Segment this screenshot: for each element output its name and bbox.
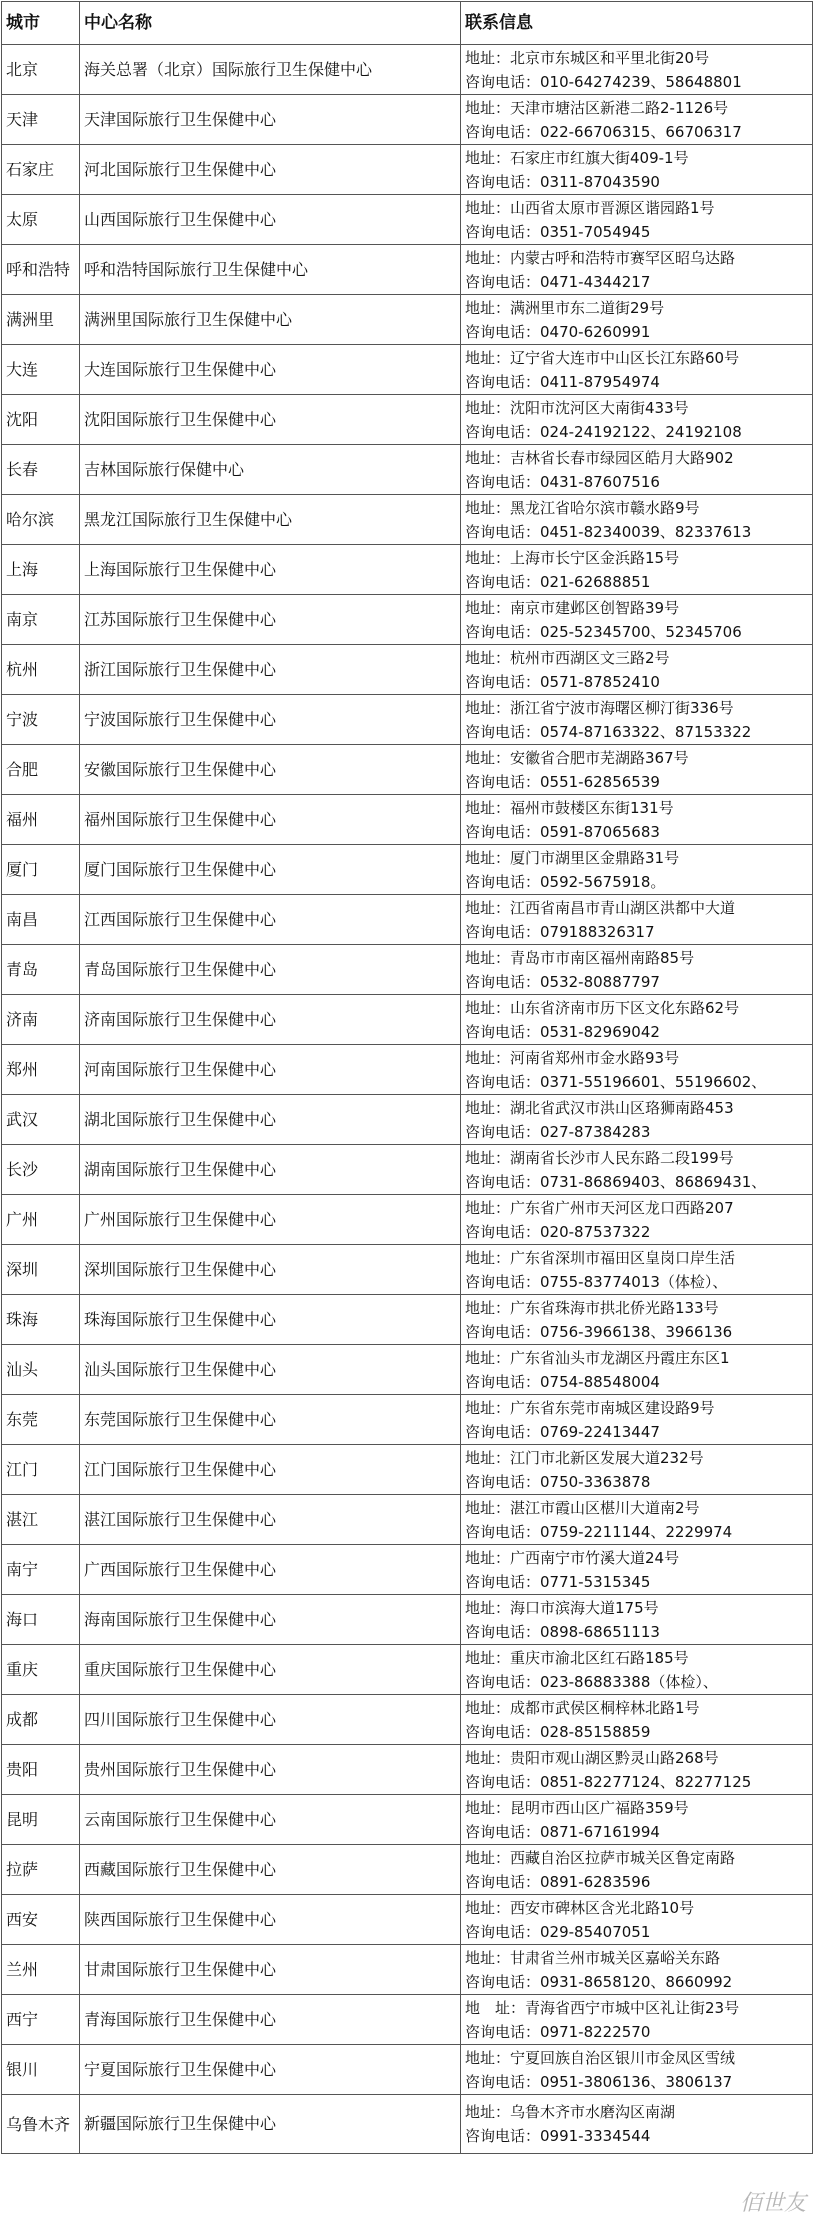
city-cell: 沈阳 [2,395,80,445]
table-row [2,1145,813,1195]
contact-info-cell [461,1845,813,1895]
table-row [2,695,813,745]
phone-text: 咨询电话：0971-8222570 [465,2022,651,2041]
address-text: 地址：湖北省武汉市洪山区珞狮南路453 [465,1098,734,1117]
header-contact-info: 联系信息 [461,2,813,45]
contact-info-cell [461,1195,813,1245]
center-name-cell: 河南国际旅行卫生保健中心 [80,1045,461,1095]
address-text: 地址：北京市东城区和平里北街20号 [465,48,710,67]
contact-info-cell [461,2095,813,2154]
city-cell: 湛江 [2,1495,80,1545]
table-row [2,1595,813,1645]
center-name-cell: 湖南国际旅行卫生保健中心 [80,1145,461,1195]
city-cell: 青岛 [2,945,80,995]
contact-info-cell [461,1245,813,1295]
phone-text: 咨询电话：029-85407051 [465,1922,651,1941]
address-text: 地址：山东省济南市历下区文化东路62号 [465,998,740,1017]
city-cell: 呼和浩特 [2,245,80,295]
phone-text: 咨询电话：0471-4344217 [465,272,651,291]
center-name-cell: 满洲里国际旅行卫生保健中心 [80,295,461,345]
city-cell: 汕头 [2,1345,80,1395]
city-cell: 西安 [2,1895,80,1945]
phone-text: 咨询电话：020-87537322 [465,1222,651,1241]
center-name-cell: 山西国际旅行卫生保健中心 [80,195,461,245]
contact-info-cell [461,1295,813,1345]
contact-info-cell [461,295,813,345]
phone-text: 咨询电话：0571-87852410 [465,672,660,691]
city-cell: 杭州 [2,645,80,695]
center-name-cell: 黑龙江国际旅行卫生保健中心 [80,495,461,545]
contact-info-cell [461,545,813,595]
center-name-cell: 上海国际旅行卫生保健中心 [80,545,461,595]
table-row [2,1195,813,1245]
address-text: 地址：南京市建邺区创智路39号 [465,598,680,617]
center-name-cell: 广州国际旅行卫生保健中心 [80,1195,461,1245]
phone-text: 咨询电话：0898-68651113 [465,1622,660,1641]
contact-info-cell [461,1995,813,2045]
city-cell: 昆明 [2,1795,80,1845]
table-row [2,1845,813,1895]
center-name-cell: 东莞国际旅行卫生保健中心 [80,1395,461,1445]
center-name-cell: 珠海国际旅行卫生保健中心 [80,1295,461,1345]
phone-text: 咨询电话：0591-87065683 [465,822,660,841]
city-cell: 南宁 [2,1545,80,1595]
address-text: 地址：内蒙古呼和浩特市赛罕区昭乌达路 [465,248,736,267]
contact-info-cell [461,645,813,695]
center-name-cell: 呼和浩特国际旅行卫生保健中心 [80,245,461,295]
phone-text: 咨询电话：0755-83774013（体检）、 [465,1272,728,1291]
phone-text: 咨询电话：028-85158859 [465,1722,651,1741]
city-cell: 珠海 [2,1295,80,1345]
table-row [2,645,813,695]
table-row [2,445,813,495]
city-cell: 江门 [2,1445,80,1495]
phone-text: 咨询电话：0754-88548004 [465,1372,660,1391]
address-text: 地址：海口市滨海大道175号 [465,1598,659,1617]
table-row [2,1345,813,1395]
contact-info-cell [461,945,813,995]
city-cell: 东莞 [2,1395,80,1445]
contact-info-cell [461,2045,813,2095]
phone-text: 咨询电话：022-66706315、66706317 [465,122,742,141]
phone-text: 咨询电话：0551-62856539 [465,772,660,791]
city-cell: 长春 [2,445,80,495]
center-name-cell: 深圳国际旅行卫生保健中心 [80,1245,461,1295]
contact-info-cell [461,1745,813,1795]
contact-info-cell [461,495,813,545]
address-text: 地址：杭州市西湖区文三路2号 [465,648,670,667]
table-row [2,545,813,595]
phone-text: 咨询电话：0931-8658120、8660992 [465,1972,733,1991]
phone-text: 咨询电话：0731-86869403、86869431、 [465,1172,767,1191]
contact-info-cell [461,1695,813,1745]
address-text: 地址：广西南宁市竹溪大道24号 [465,1548,680,1567]
address-text: 地址：广东省东莞市南城区建设路9号 [465,1398,715,1417]
contact-info-cell [461,445,813,495]
phone-text: 咨询电话：0759-2211144、2229974 [465,1522,733,1541]
city-cell: 南京 [2,595,80,645]
center-name-cell: 重庆国际旅行卫生保健中心 [80,1645,461,1695]
table-row [2,295,813,345]
health-center-table [1,1,813,2154]
center-name-cell: 陕西国际旅行卫生保健中心 [80,1895,461,1945]
table-row [2,1995,813,2045]
phone-text: 咨询电话：0991-3334544 [465,2127,651,2145]
table-row [2,1295,813,1345]
address-text: 地址：江西省南昌市青山湖区洪都中大道 [465,898,736,917]
phone-text: 咨询电话：025-52345700、52345706 [465,622,742,641]
city-cell: 重庆 [2,1645,80,1695]
address-text: 地址：浙江省宁波市海曙区柳汀街336号 [465,698,734,717]
address-text: 地址：安徽省合肥市芜湖路367号 [465,748,689,767]
table-row [2,1695,813,1745]
table-row [2,2095,813,2154]
table-row [2,945,813,995]
center-name-cell: 安徽国际旅行卫生保健中心 [80,745,461,795]
contact-info-cell [461,1595,813,1645]
center-name-cell: 湖北国际旅行卫生保健中心 [80,1095,461,1145]
header-city: 城市 [2,2,80,45]
contact-info-cell [461,1945,813,1995]
table-row [2,95,813,145]
table-header-row [2,2,813,45]
phone-text: 咨询电话：0750-3363878 [465,1472,651,1491]
table-row [2,1045,813,1095]
center-name-cell: 厦门国际旅行卫生保健中心 [80,845,461,895]
city-cell: 济南 [2,995,80,1045]
city-cell: 拉萨 [2,1845,80,1895]
center-name-cell: 江西国际旅行卫生保健中心 [80,895,461,945]
city-cell: 福州 [2,795,80,845]
table-row [2,1245,813,1295]
phone-text: 咨询电话：0771-5315345 [465,1572,651,1591]
city-cell: 兰州 [2,1945,80,1995]
address-text: 地址：山西省太原市晋源区谐园路1号 [465,198,715,217]
address-text: 地址：湛江市霞山区椹川大道南2号 [465,1498,700,1517]
contact-info-cell [461,695,813,745]
city-cell: 合肥 [2,745,80,795]
table-row [2,795,813,845]
center-name-cell: 沈阳国际旅行卫生保健中心 [80,395,461,445]
address-text: 地址：满洲里市东二道街29号 [465,298,665,317]
center-name-cell: 浙江国际旅行卫生保健中心 [80,645,461,695]
city-cell: 天津 [2,95,80,145]
center-name-cell: 湛江国际旅行卫生保健中心 [80,1495,461,1545]
table-row [2,1895,813,1945]
center-name-cell: 青海国际旅行卫生保健中心 [80,1995,461,2045]
phone-text: 咨询电话：0532-80887797 [465,972,660,991]
contact-info-cell [461,1645,813,1695]
address-text: 地址：河南省郑州市金水路93号 [465,1048,680,1067]
address-text: 地址：广东省汕头市龙湖区丹霞庄东区1 [465,1348,730,1367]
phone-text: 咨询电话：0371-55196601、55196602、 [465,1072,767,1091]
contact-info-cell [461,1095,813,1145]
address-text: 地址：青岛市市南区福州南路85号 [465,948,695,967]
city-cell: 太原 [2,195,80,245]
center-name-cell: 江苏国际旅行卫生保健中心 [80,595,461,645]
city-cell: 银川 [2,2045,80,2095]
city-cell: 南昌 [2,895,80,945]
contact-info-cell [461,745,813,795]
contact-info-cell [461,345,813,395]
table-row [2,1745,813,1795]
center-name-cell: 青岛国际旅行卫生保健中心 [80,945,461,995]
address-text: 地址：昆明市西山区广福路359号 [465,1798,689,1817]
phone-text: 咨询电话：021-62688851 [465,572,651,591]
phone-text: 咨询电话：0851-82277124、82277125 [465,1772,752,1791]
phone-text: 咨询电话：0351-7054945 [465,222,651,241]
table-row [2,45,813,95]
table-row [2,495,813,545]
address-text: 地址：重庆市渝北区红石路185号 [465,1648,689,1667]
address-text: 地址：福州市鼓楼区东街131号 [465,798,674,817]
center-name-cell: 大连国际旅行卫生保健中心 [80,345,461,395]
phone-text: 咨询电话：0871-67161994 [465,1822,660,1841]
contact-info-cell [461,995,813,1045]
city-cell: 厦门 [2,845,80,895]
address-text: 地址：吉林省长春市绿园区皓月大路902 [465,448,734,467]
center-name-cell: 福州国际旅行卫生保健中心 [80,795,461,845]
city-cell: 乌鲁木齐 [2,2095,80,2154]
phone-text: 咨询电话：079188326317 [465,922,655,941]
address-text: 地址：广东省深圳市福田区皇岗口岸生活 [465,1248,736,1267]
address-text: 地址：乌鲁木齐市水磨沟区南湖 [465,2103,676,2121]
contact-info-cell [461,1395,813,1445]
center-name-cell: 吉林国际旅行保健中心 [80,445,461,495]
phone-text: 咨询电话：0451-82340039、82337613 [465,522,752,541]
contact-info-cell [461,1045,813,1095]
table-row [2,1545,813,1595]
center-name-cell: 海关总署（北京）国际旅行卫生保健中心 [80,45,461,95]
city-cell: 长沙 [2,1145,80,1195]
table-row [2,745,813,795]
center-name-cell: 江门国际旅行卫生保健中心 [80,1445,461,1495]
address-text: 地址：宁夏回族自治区银川市金凤区雪绒 [465,2048,736,2067]
table-row [2,145,813,195]
phone-text: 咨询电话：0411-87954974 [465,372,660,391]
address-text: 地址：沈阳市沈河区大南街433号 [465,398,689,417]
table-row [2,195,813,245]
phone-text: 咨询电话：027-87384283 [465,1122,651,1141]
contact-info-cell [461,95,813,145]
contact-info-cell [461,845,813,895]
table-row [2,1445,813,1495]
contact-info-cell [461,795,813,845]
phone-text: 咨询电话：0769-22413447 [465,1422,660,1441]
contact-info-cell [461,1345,813,1395]
city-cell: 满洲里 [2,295,80,345]
address-text: 地址：辽宁省大连市中山区长江东路60号 [465,348,740,367]
table-row [2,245,813,295]
phone-text: 咨询电话：0951-3806136、3806137 [465,2072,733,2091]
phone-text: 咨询电话：0756-3966138、3966136 [465,1322,733,1341]
city-cell: 上海 [2,545,80,595]
phone-text: 咨询电话：0891-6283596 [465,1872,651,1891]
phone-text: 咨询电话：024-24192122、24192108 [465,422,742,441]
center-name-cell: 新疆国际旅行卫生保健中心 [80,2095,461,2154]
table-row [2,1945,813,1995]
center-name-cell: 宁波国际旅行卫生保健中心 [80,695,461,745]
contact-info-cell [461,45,813,95]
header-center-name: 中心名称 [80,2,461,45]
phone-text: 咨询电话：0531-82969042 [465,1022,660,1041]
table-row [2,995,813,1045]
city-cell: 贵阳 [2,1745,80,1795]
phone-text: 咨询电话：010-64274239、58648801 [465,72,742,91]
center-name-cell: 广西国际旅行卫生保健中心 [80,1545,461,1595]
address-text: 地址：西藏自治区拉萨市城关区鲁定南路 [465,1848,736,1867]
center-name-cell: 海南国际旅行卫生保健中心 [80,1595,461,1645]
address-text: 地址：西安市碑林区含光北路10号 [465,1898,695,1917]
city-cell: 北京 [2,45,80,95]
address-text: 地址：江门市北新区发展大道232号 [465,1448,704,1467]
address-text: 地址：广东省珠海市拱北侨光路133号 [465,1298,719,1317]
watermark-logo: 佰世友 [739,2191,806,2216]
contact-info-cell [461,895,813,945]
city-cell: 广州 [2,1195,80,1245]
address-text: 地址：石家庄市红旗大街409-1号 [465,148,689,167]
address-text: 地址：黑龙江省哈尔滨市赣水路9号 [465,498,700,517]
table-row [2,845,813,895]
table-row [2,895,813,945]
center-name-cell: 汕头国际旅行卫生保健中心 [80,1345,461,1395]
center-name-cell: 贵州国际旅行卫生保健中心 [80,1745,461,1795]
contact-info-cell [461,1495,813,1545]
center-name-cell: 济南国际旅行卫生保健中心 [80,995,461,1045]
contact-info-cell [461,1545,813,1595]
center-name-cell: 云南国际旅行卫生保健中心 [80,1795,461,1845]
address-text: 地址：广东省广州市天河区龙口西路207 [465,1198,734,1217]
city-cell: 哈尔滨 [2,495,80,545]
center-name-cell: 四川国际旅行卫生保健中心 [80,1695,461,1745]
table-row [2,1395,813,1445]
contact-info-cell [461,1795,813,1845]
center-name-cell: 河北国际旅行卫生保健中心 [80,145,461,195]
phone-text: 咨询电话：0592-5675918。 [465,872,666,891]
table-row [2,345,813,395]
center-name-cell: 西藏国际旅行卫生保健中心 [80,1845,461,1895]
contact-info-cell [461,145,813,195]
city-cell: 海口 [2,1595,80,1645]
table-row [2,595,813,645]
center-name-cell: 宁夏国际旅行卫生保健中心 [80,2045,461,2095]
address-text: 地址：上海市长宁区金浜路15号 [465,548,680,567]
contact-info-cell [461,395,813,445]
phone-text: 咨询电话：0311-87043590 [465,172,660,191]
city-cell: 成都 [2,1695,80,1745]
city-cell: 宁波 [2,695,80,745]
phone-text: 咨询电话：023-86883388（体检）、 [465,1672,718,1691]
center-name-cell: 天津国际旅行卫生保健中心 [80,95,461,145]
city-cell: 郑州 [2,1045,80,1095]
address-text: 地址：贵阳市观山湖区黔灵山路268号 [465,1748,719,1767]
address-text: 地址：厦门市湖里区金鼎路31号 [465,848,680,867]
table-row [2,1495,813,1545]
city-cell: 武汉 [2,1095,80,1145]
contact-info-cell [461,245,813,295]
phone-text: 咨询电话：0574-87163322、87153322 [465,722,752,741]
city-cell: 深圳 [2,1245,80,1295]
phone-text: 咨询电话：0470-6260991 [465,322,651,341]
table-row [2,1795,813,1845]
city-cell: 西宁 [2,1995,80,2045]
address-text: 地址：甘肃省兰州市城关区嘉峪关东路 [465,1948,721,1967]
phone-text: 咨询电话：0431-87607516 [465,472,660,491]
center-name-cell: 甘肃国际旅行卫生保健中心 [80,1945,461,1995]
contact-info-cell [461,595,813,645]
address-text: 地 址：青海省西宁市城中区礼让街23号 [465,1998,740,2017]
contact-info-cell [461,195,813,245]
city-cell: 石家庄 [2,145,80,195]
address-text: 地址：成都市武侯区桐梓林北路1号 [465,1698,700,1717]
table-row [2,1095,813,1145]
city-cell: 大连 [2,345,80,395]
table-row [2,395,813,445]
contact-info-cell [461,1145,813,1195]
contact-info-cell [461,1445,813,1495]
address-text: 地址：湖南省长沙市人民东路二段199号 [465,1148,734,1167]
contact-info-cell [461,1895,813,1945]
table-row [2,2045,813,2095]
address-text: 地址：天津市塘沽区新港二路2-1126号 [465,98,729,117]
table-row [2,1645,813,1695]
